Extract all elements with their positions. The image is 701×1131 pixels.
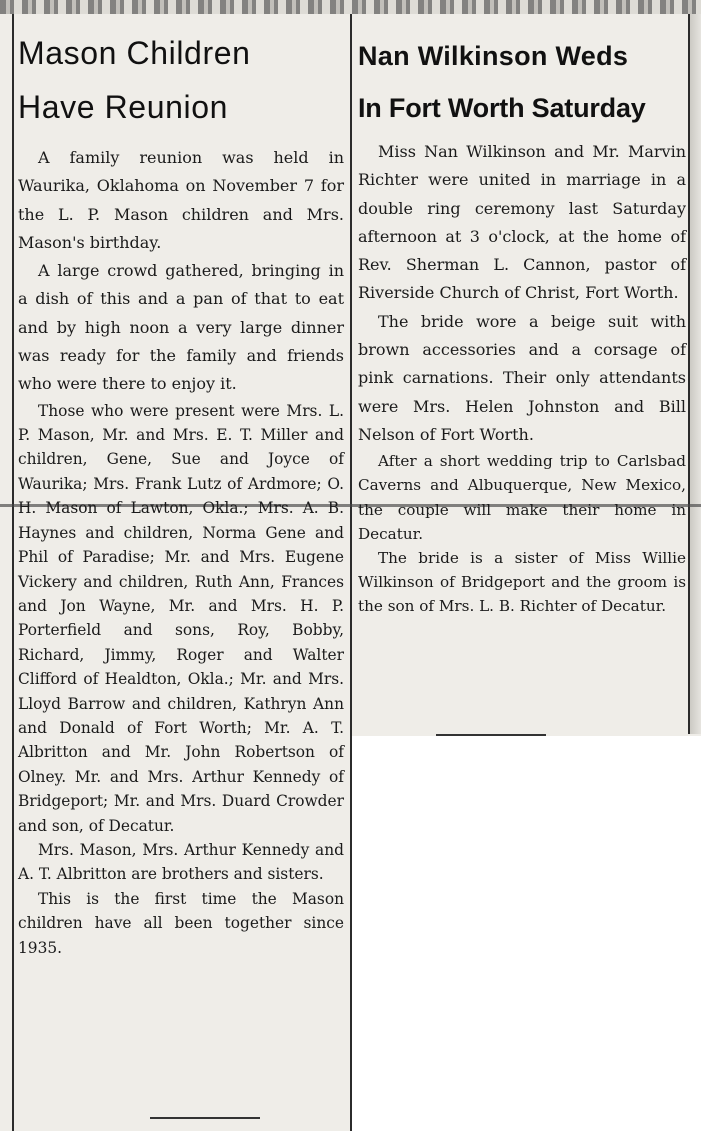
article-paragraph: This is the first time the Mason children have all been together since 1935.: [18, 889, 344, 957]
article-body: [18, 144, 344, 960]
article-wilkinson-wedding: [358, 30, 686, 619]
torn-top-edge: [0, 0, 701, 14]
headline-line: Have Reunion: [18, 89, 228, 125]
headline-line: Mason Children: [18, 35, 251, 71]
article-end-rule: [436, 734, 546, 736]
right-border-rule: [688, 14, 690, 734]
article-mason-reunion: [18, 26, 344, 960]
article-headline: [18, 26, 344, 134]
headline-line: Nan Wilkinson Weds: [358, 41, 629, 71]
headline-line: In Fort Worth Saturday: [358, 93, 646, 123]
article-paragraph: A large crowd gathered, bringing in a dish of this and a pan of that to eat and by high noon a very large dinner was ready for the family and friends who were there to enjoy it.: [18, 261, 344, 394]
article-paragraph: Miss Nan Wilkinson and Mr. Marvin Richter were united in marriage in a double ring ceremony last Saturday afternoon at 3 o'clock, at the home of Rev. Sherman L. Cannon, pastor of Riverside Church of Christ, Fort Worth.: [358, 142, 686, 303]
page-edge-shadow: [689, 14, 701, 734]
article-body: [358, 138, 686, 619]
article-paragraph: A family reunion was held in Waurika, Oklahoma on November 7 for the L. P. Mason children and Mrs. Mason's birthday.: [18, 148, 344, 252]
article-paragraph: The bride is a sister of Miss Willie Wilkinson of Bridgeport and the groom is the son of Mrs. L. B. Richter of Decatur.: [358, 549, 686, 616]
article-headline: [358, 30, 686, 134]
blank-scan-area: [352, 736, 701, 1131]
article-paragraph: After a short wedding trip to Carlsbad Caverns and Albuquerque, New Mexico, the couple will make their home in Decatur.: [358, 452, 686, 543]
article-end-rule: [150, 1117, 260, 1119]
column-divider-rule: [350, 14, 352, 1131]
left-border-rule: [12, 14, 14, 1131]
article-paragraph: Those who were present were Mrs. L. P. Mason, Mr. and Mrs. E. T. Miller and children, Gene, Sue and Joyce of Waurika; Mrs. Frank Lutz of Ardmore; O. H. Mason of Lawton, Okla.; Mrs. A. B. Haynes and children, Norma Gene and Phil of Paradise; Mr. and Mrs. Eugene Vickery and children, Ruth Ann, Frances and Jon Wayne, Mr. and Mrs. H. P. Porterfield and sons, Roy, Bobby, Richard, Jimmy, Roger and Walter Clifford of Healdton, Okla.; Mr. and Mrs. Lloyd Barrow and children, Kathryn Ann and Donald of Fort Worth; Mr. A. T. Albritton and Mr. John Robertson of Olney. Mr. and Mrs. Arthur Kennedy of Bridgeport; Mr. and Mrs. Duard Crowder and son, of Decatur.: [18, 401, 344, 835]
article-paragraph: The bride wore a beige suit with brown accessories and a corsage of pink carnations. Their only attendants were Mrs. Helen Johnston and Bill Nelson of Fort Worth.: [358, 311, 686, 444]
article-paragraph: Mrs. Mason, Mrs. Arthur Kennedy and A. T. Albritton are brothers and sisters.: [18, 840, 344, 884]
